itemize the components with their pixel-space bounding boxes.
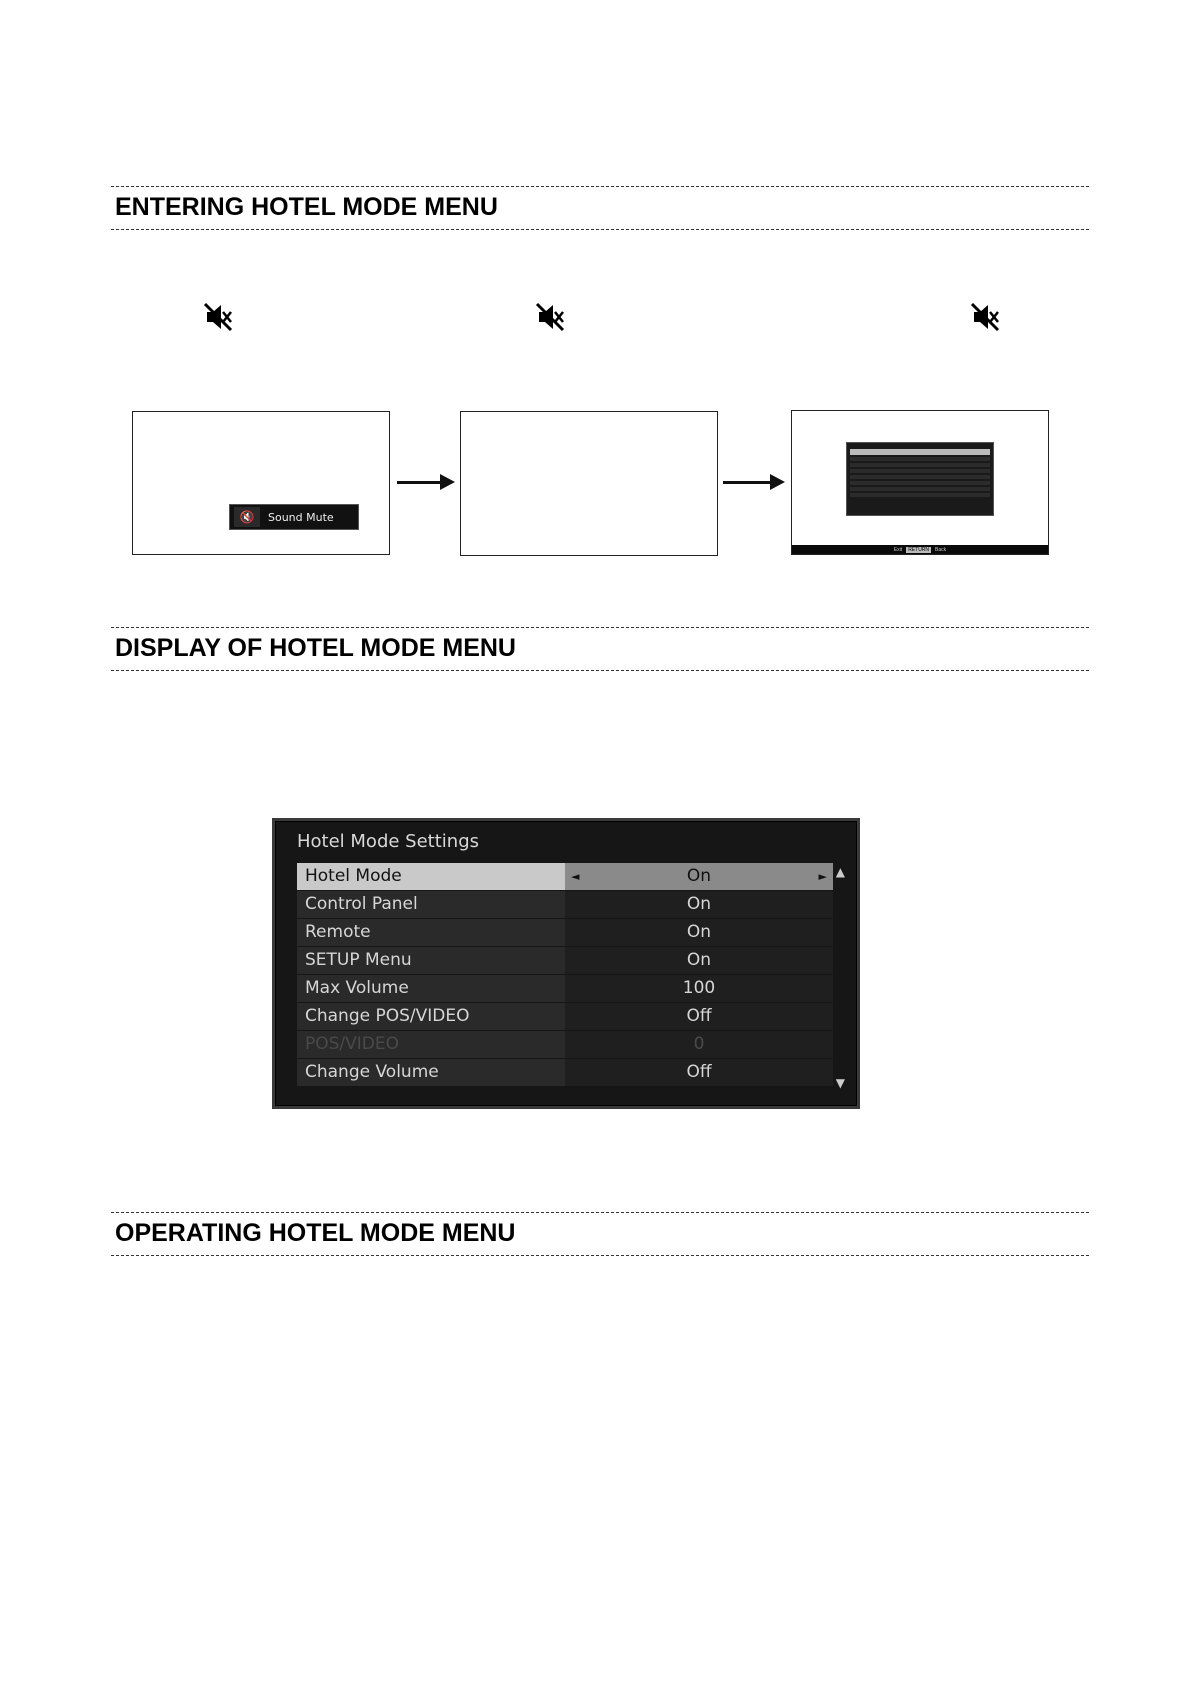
row-name: Remote (297, 919, 565, 946)
section-title: ENTERING HOTEL MODE MENU (115, 193, 498, 221)
menu-row-setup-menu[interactable] (297, 947, 833, 974)
mute-icon (535, 302, 565, 332)
tv-screen-step1 (132, 411, 390, 555)
row-value: On (565, 947, 833, 974)
row-name: Control Panel (297, 891, 565, 918)
menu-row-change-volume[interactable] (297, 1059, 833, 1086)
row-value: 100 (565, 975, 833, 1002)
menu-title: Hotel Mode Settings (297, 831, 479, 852)
row-name: Change Volume (297, 1059, 565, 1086)
right-arrow-icon (397, 474, 455, 490)
row-value: Off (565, 1003, 833, 1030)
popup-label: Sound Mute (268, 510, 334, 524)
row-value: Off (565, 1059, 833, 1086)
footer-return: RETURN (908, 546, 930, 553)
row-value: 0 (565, 1031, 833, 1058)
menu-row-hotel-mode[interactable] (297, 863, 833, 890)
row-name: POS/VIDEO (297, 1031, 565, 1058)
tv-screen-step2 (460, 411, 718, 556)
right-arrow-icon (723, 474, 785, 490)
row-value: On (686, 866, 712, 886)
mini-footer (792, 545, 1048, 554)
left-arrow-icon[interactable]: ◄ (571, 870, 580, 883)
sound-mute-popup (229, 504, 359, 530)
row-name: Hotel Mode (297, 863, 565, 890)
menu-row-pos-video (297, 1031, 833, 1058)
mini-hotel-menu (846, 442, 994, 516)
right-arrow-icon[interactable]: ► (818, 870, 827, 883)
section-header-operating (111, 1212, 1089, 1256)
menu-row-max-volume[interactable] (297, 975, 833, 1002)
scroll-down-icon[interactable]: ▼ (835, 1076, 845, 1090)
scroll-up-icon[interactable]: ▲ (835, 865, 845, 879)
section-title: OPERATING HOTEL MODE MENU (115, 1219, 516, 1247)
menu-row-control-panel[interactable] (297, 891, 833, 918)
row-name: Change POS/VIDEO (297, 1003, 565, 1030)
tv-screen-step3 (791, 410, 1049, 555)
hotel-mode-settings-menu (272, 818, 860, 1109)
section-title: DISPLAY OF HOTEL MODE MENU (115, 634, 516, 662)
row-value: On (565, 919, 833, 946)
speaker-mute-icon: 🔇 (234, 507, 260, 527)
row-name: SETUP Menu (297, 947, 565, 974)
footer-back: Back (935, 546, 947, 553)
section-header-entering (111, 186, 1089, 230)
row-value: On (565, 891, 833, 918)
mute-icon (970, 302, 1000, 332)
mute-icon (203, 302, 233, 332)
footer-exit: Exit (893, 546, 903, 553)
menu-row-remote[interactable] (297, 919, 833, 946)
row-name: Max Volume (297, 975, 565, 1002)
menu-row-change-pos-video[interactable] (297, 1003, 833, 1030)
section-header-display (111, 627, 1089, 671)
